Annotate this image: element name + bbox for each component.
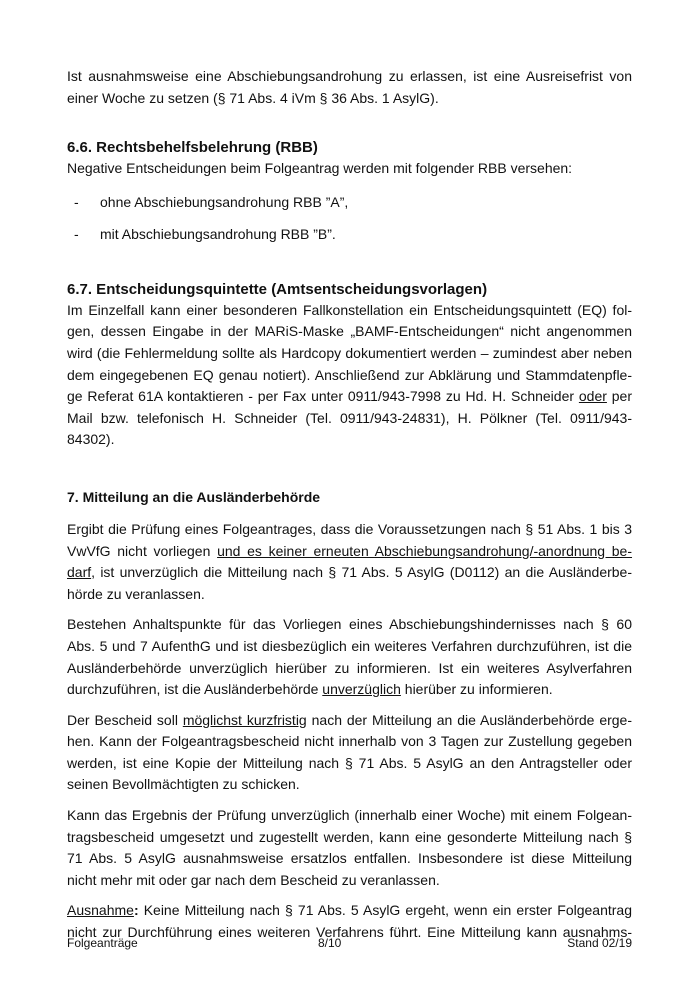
section-7-heading: 7. Mitteilung an die Ausländerbehörde (67, 488, 321, 505)
paragraph: Der Bescheid soll möglichst kurzfristig nach der Mitteilung an die Ausländerbehörde erge- hen. Kann der Folgeantragsbescheid nicht innerhalb von 3 Tagen zur Zustellung gegeben werden, ist eine Kopie der Mitteilung nach § 71 Abs. 5 AsylG an den Antragsteller oder seinen Bevollmächtigten zu schicken. (67, 711, 633, 793)
intro-line-1: Ist ausnahmsweise eine Abschiebungsandrohung zu erlassen, ist eine Ausreisefrist von (67, 68, 632, 84)
underlined-text: möglichst kurzfristig (182, 711, 307, 728)
list-dash: - (74, 225, 79, 242)
section-6-7-line: Mail bzw. telefonisch H. Schneider (Tel. 0911/943-24831), H. Pölkner (Tel. 0911/943- (67, 409, 632, 426)
page-footer (67, 936, 632, 952)
underlined-text: darf (67, 564, 92, 581)
section-6-7-line: gen, dessen Eingabe in der MARiS-Maske „BAMF-Entscheidungen“ nicht angenommen (67, 323, 632, 340)
footer-title: Folgeanträge (67, 936, 138, 950)
paragraph: Kann das Ergebnis der Prüfung unverzüglich (innerhalb einer Woche) mit einem Folgean- tragsbescheid umgesetzt und zugestellt werden, kann eine gesonderte Mitteilung nach § 71 Abs. 5 AsylG ausnahmsweise ersatzlos entfallen. Insbesondere ist diese Mitteilung nicht mehr mit oder gar nach dem Bescheid zu veranlassen. (67, 807, 632, 888)
section-6-7-line: Im Einzelfall kann einer besonderen Fallkonstellation ein Entscheidungsquintett (EQ) fol- (67, 301, 632, 318)
document-page (67, 66, 632, 944)
underlined-text: unverzüglich (322, 681, 401, 698)
paragraph: Ergibt die Prüfung eines Folgeantrages, dass die Voraussetzungen nach § 51 Abs. 1 bis 3 VwVfG nicht vorliegen und es keiner erneuten Abschiebungsandrohung/-anordnung be- darf, ist unverzüglich die Mitteilung nach § 71 Abs. 5 AsylG (D0112) an die Ausländerbe- hörde zu veranlassen. (67, 520, 633, 602)
list-item-text: mit Abschiebungsandrohung RBB ”B”. (100, 225, 336, 242)
section-6-6-heading: 6.6. Rechtsbehelfsbelehrung (RBB) (67, 139, 318, 157)
page-number: 8/10 (318, 936, 342, 950)
section-6-7-line: wird (die Fehlermeldung sollte als Hardcopy dokumentiert werden – zumindest aber neben (67, 344, 632, 361)
footer-version: Stand 02/19 (567, 936, 632, 950)
list-item (67, 192, 632, 212)
paragraph: Bestehen Anhaltspunkte für das Vorliegen eines Abschiebungshindernisses nach § 60 Abs. 5 und 7 AufenthG und ist diesbezüglich ein weiteres Verfahren durchzuführen, ist die Ausländerbehörde unverzüglich hierüber zu informieren. Ist ein weiteres Asylverfahren durchzuführen, ist die Ausländerbehörde unverzüglich hierüber zu informieren. (67, 616, 632, 698)
section-6-7-line: dem eingegebenen EQ genau notiert). Anschließend zur Abklärung und Stammdatenpfle- (67, 366, 632, 383)
list-item (67, 224, 632, 244)
section-6-7-line: 84302). (67, 431, 115, 448)
underlined-text: und es keiner erneuten Abschiebungsandrohung/-anordnung be- (217, 542, 633, 559)
paragraph: Ausnahme: Keine Mitteilung nach § 71 Abs. 5 AsylG ergeht, wenn ein erster Folgeantrag nicht zur Durchführung eines weiteren Verfahrens führt. Eine Mitteilung kann ausnahms- (67, 902, 632, 941)
section-6-7-line: ge Referat 61A kontaktieren - per Fax unter 0911/943-7998 zu Hd. H. Schneider oder per (67, 388, 633, 405)
intro-line-2: einer Woche zu setzen (§ 71 Abs. 4 iVm § 36 Abs. 1 AsylG). (67, 89, 439, 106)
section-6-7-heading: 6.7. Entscheidungsquintette (Amtsentscheidungsvorlagen) (67, 280, 488, 298)
list-item-text: ohne Abschiebungsandrohung RBB ”A”, (100, 193, 349, 210)
exception-label: Ausnahme (67, 902, 134, 919)
list-dash: - (74, 193, 79, 210)
section-6-6-text: Negative Entscheidungen beim Folgeantrag werden mit folgender RBB versehen: (67, 160, 573, 177)
underlined-text: oder (578, 388, 607, 405)
